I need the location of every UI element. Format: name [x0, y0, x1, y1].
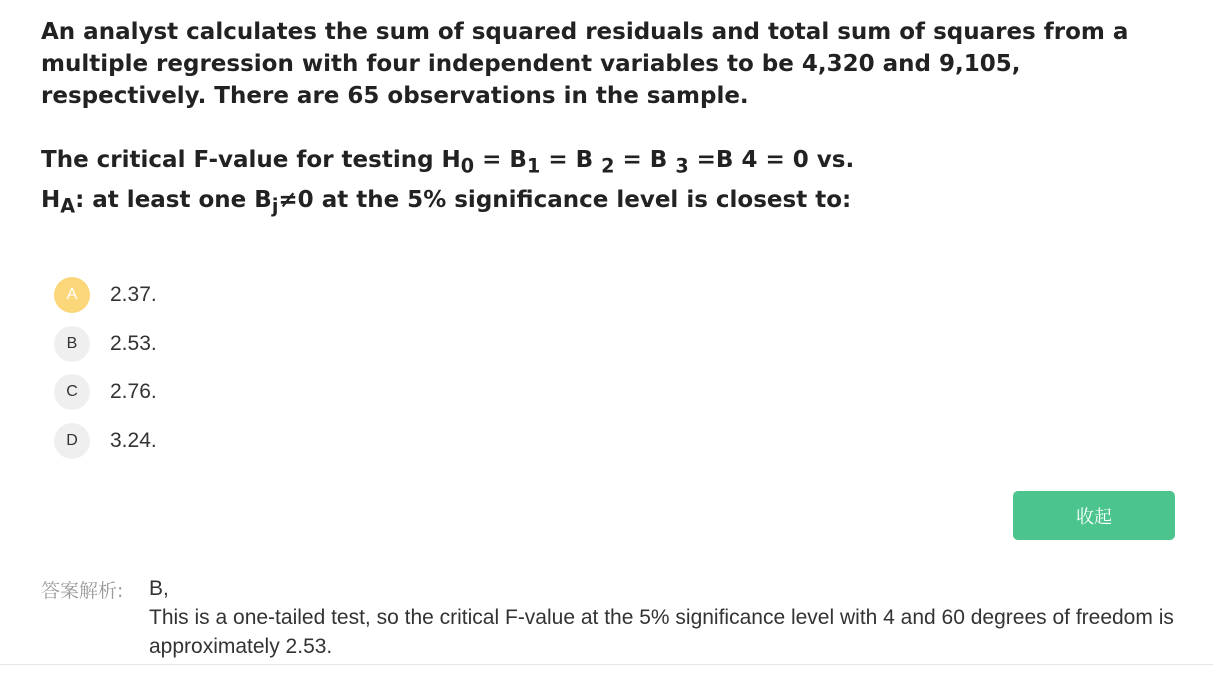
option-c-text: 2.76. — [110, 380, 157, 403]
question-alternative-line — [41, 184, 851, 223]
option-d-badge[interactable]: D — [54, 423, 90, 459]
text-segment: =B 4 = 0 vs. — [688, 147, 855, 173]
analysis-answer: B, — [149, 577, 169, 600]
option-b-badge[interactable]: B — [54, 326, 90, 362]
text-segment: ≠0 at the 5% significance level is closest to: — [278, 187, 852, 213]
question-stem — [41, 16, 1181, 112]
subscript: A — [60, 194, 76, 218]
subscript: j — [271, 194, 279, 218]
text-segment: = B — [614, 147, 676, 173]
option-d[interactable] — [54, 423, 157, 459]
option-a[interactable] — [54, 277, 157, 313]
text-segment: : at least one B — [75, 187, 272, 213]
divider — [0, 664, 1213, 665]
subscript: 0 — [460, 154, 475, 178]
option-c[interactable] — [54, 374, 157, 410]
option-d-text: 3.24. — [110, 428, 157, 452]
analysis-label: 答案解析: — [41, 580, 124, 602]
option-c-badge[interactable]: C — [54, 374, 90, 410]
option-a-badge[interactable]: A — [54, 277, 90, 313]
subscript: 2 — [601, 154, 615, 178]
answer-options — [54, 277, 157, 471]
collapse-button[interactable]: 收起 — [1013, 491, 1175, 540]
analysis-explanation: This is a one-tailed test, so the critical F-value at the 5% significance level with 4 and 60 degrees of freedom is approximately 2.53. — [149, 606, 1174, 658]
option-a-text: 2.37. — [110, 283, 157, 306]
option-b-text: 2.53. — [110, 331, 157, 355]
question-hypothesis-line — [41, 144, 854, 183]
text-segment: H — [41, 187, 61, 213]
text-segment: = B — [474, 147, 527, 173]
text-segment: = B — [540, 147, 602, 173]
subscript: 3 — [675, 154, 689, 178]
subscript: 1 — [526, 154, 541, 178]
question-intro: An analyst calculates the sum of squared residuals and total sum of squares from a multiple regression with four independent variables to be 4,320 and 9,105, respectively. There are 65 observations in the sample. — [41, 19, 1129, 109]
text-segment: The critical F-value for testing H — [41, 147, 461, 173]
analysis-body — [149, 574, 1189, 661]
option-b[interactable] — [54, 326, 157, 362]
